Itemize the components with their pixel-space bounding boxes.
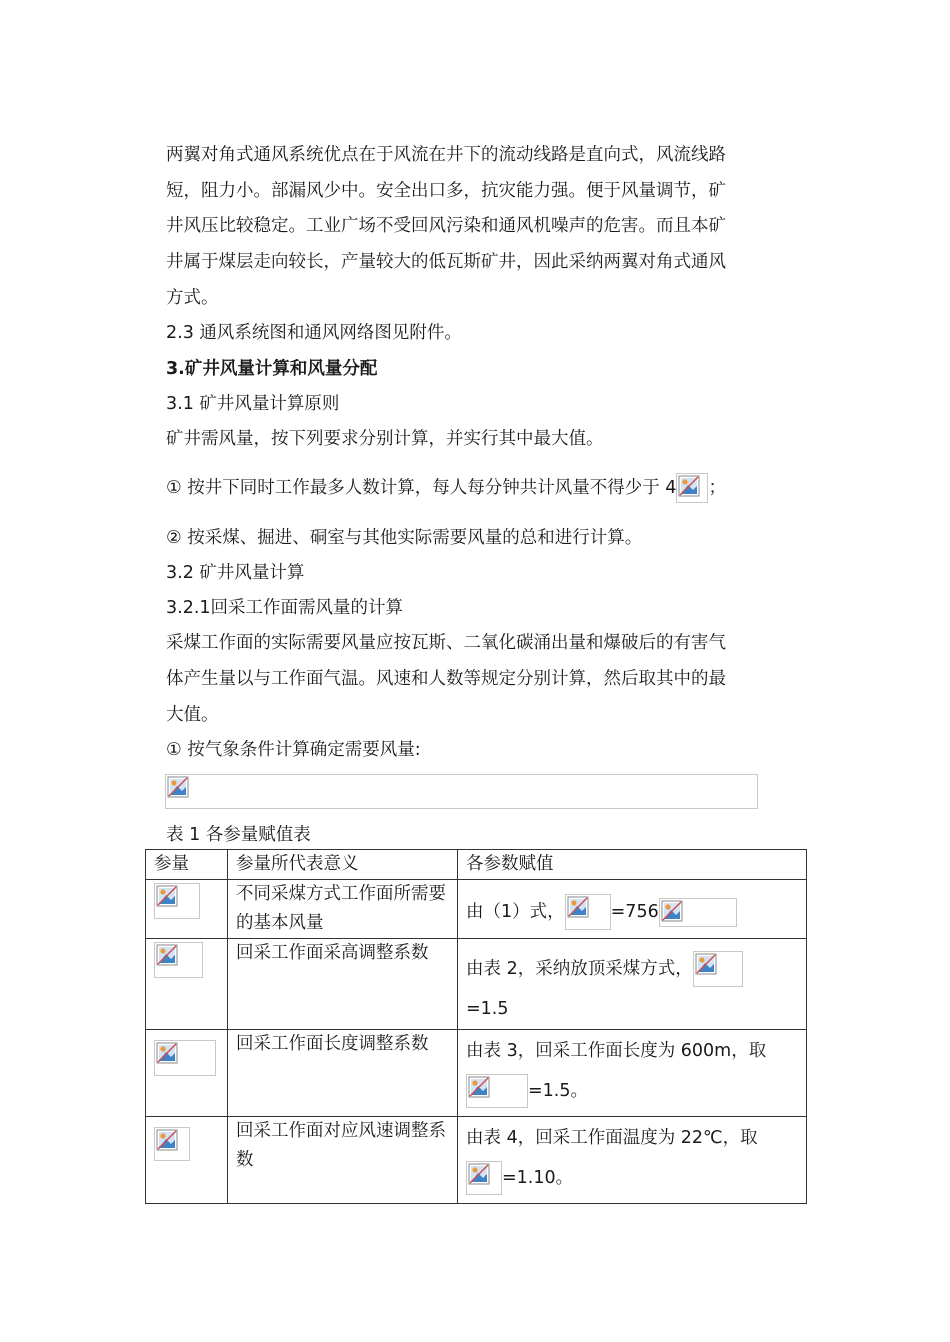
value-text: 由表 2，采纳放顶采煤方式， [466, 959, 693, 979]
meaning-cell: 回采工作面采高调整系数 [228, 939, 458, 1030]
value-text: 由表 3，回采工作面长度为 600m，取 [466, 1041, 767, 1061]
section-3-2: 3.2 矿井风量计算 [166, 563, 305, 583]
table-header-row [146, 850, 807, 880]
meaning-cell: 回采工作面对应风速调整系数 [228, 1117, 458, 1204]
paragraph-line: 大值。 [166, 705, 219, 725]
broken-image-icon [565, 894, 611, 930]
broken-image-icon [167, 776, 189, 798]
list-item-1 [166, 470, 726, 506]
formula-image-placeholder [165, 774, 758, 809]
paragraph-line: 井风压比较稳定。工业广场不受回风污染和通风机噪声的危害。而且本矿 [166, 216, 726, 236]
value-cell [458, 1117, 807, 1204]
paragraph-line: 采煤工作面的实际需要风量应按瓦斯、二氧化碳涌出量和爆破后的有害气 [166, 633, 726, 653]
paragraph-line: 体产生量以与工作面气温。风速和人数等规定分别计算，然后取其中的最 [166, 669, 726, 689]
broken-image-icon [693, 951, 743, 987]
broken-image-icon [676, 473, 708, 503]
value-result: =1.5。 [528, 1081, 588, 1101]
list-item-weather: ① 按气象条件计算确定需要风量: [166, 740, 421, 760]
value-result: =1.5 [466, 999, 509, 1019]
table-row [146, 1030, 807, 1117]
heading-section-3: 3.矿井风量计算和风量分配 [166, 359, 378, 379]
value-cell [458, 939, 807, 1030]
paragraph-line: 两翼对角式通风系统优点在于风流在井下的流动线路是直向式，风流线路 [166, 145, 726, 165]
symbol-cell [146, 880, 228, 939]
meaning-cell: 不同采煤方式工作面所需要的基本风量 [228, 880, 458, 939]
symbol-cell [146, 939, 228, 1030]
section-3-2-1: 3.2.1回采工作面需风量的计算 [166, 598, 404, 618]
paragraph-line: 短，阻力小。部漏风少中。安全出口多，抗灾能力强。便于风量调节，矿 [166, 181, 726, 201]
table-caption: 表 1 各参量赋值表 [166, 825, 311, 845]
value-cell [458, 880, 807, 939]
broken-image-icon [466, 1074, 528, 1108]
paragraph-principle: 矿井需风量，按下列要求分别计算，并实行其中最大值。 [166, 429, 604, 449]
section-3-1: 3.1 矿井风量计算原则 [166, 394, 340, 414]
value-text: 由（1）式， [466, 902, 565, 922]
paragraph-line: 方式。 [166, 288, 219, 308]
symbol-cell [146, 1030, 228, 1117]
meaning-cell: 回采工作面长度调整系数 [228, 1030, 458, 1117]
broken-image-icon [154, 1127, 190, 1161]
table-row [146, 1117, 807, 1204]
list-item-2: ② 按采煤、掘进、硐室与其他实际需要风量的总和进行计算。 [166, 528, 643, 548]
list-item-1-end: ； [708, 478, 726, 498]
broken-image-icon [154, 1040, 216, 1076]
list-item-1-text: ① 按井下同时工作最多人数计算，每人每分钟共计风量不得少于 4 [166, 478, 677, 498]
value-cell [458, 1030, 807, 1117]
broken-image-icon [466, 1161, 502, 1195]
symbol-cell [146, 1117, 228, 1204]
table-row [146, 939, 807, 1030]
broken-image-icon [154, 942, 203, 978]
header-cell: 参量 [146, 850, 228, 880]
value-text: 由表 4，回采工作面温度为 22℃，取 [466, 1128, 758, 1148]
parameter-table [145, 849, 807, 1204]
header-cell: 参量所代表意义 [228, 850, 458, 880]
section-2-3: 2.3 通风系统图和通风网络图见附件。 [166, 323, 462, 343]
table-row [146, 880, 807, 939]
value-result: =756 [610, 902, 659, 922]
broken-image-icon [659, 898, 737, 927]
broken-image-icon [154, 883, 200, 919]
paragraph-line: 井属于煤层走向较长，产量较大的低瓦斯矿井，因此采纳两翼对角式通风 [166, 252, 726, 272]
header-cell: 各参数赋值 [458, 850, 807, 880]
value-result: =1.10。 [502, 1168, 574, 1188]
